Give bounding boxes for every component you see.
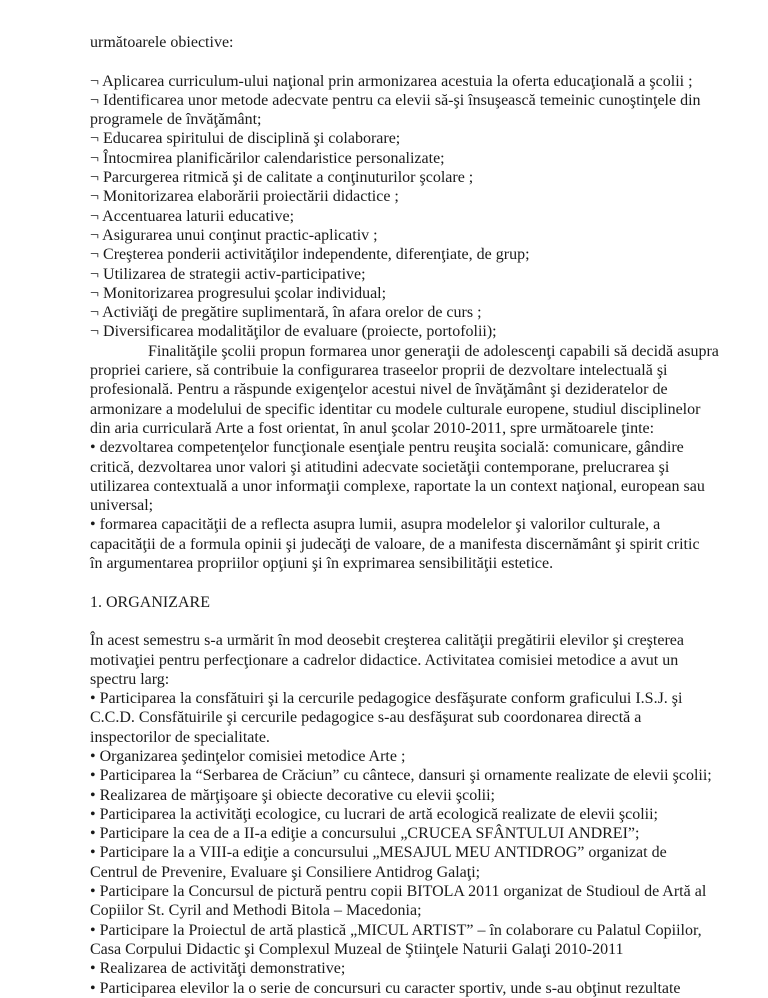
objective-item xyxy=(90,149,690,168)
list-item-line: în argumentarea propriilor opţiuni şi în exprimarea sensibilităţii estetice. xyxy=(90,555,554,573)
paragraph-line: armonizare a modelului de specific identitar cu modele culturale europene, studiul disciplinelor xyxy=(90,400,701,418)
list-item-line: ¬ Diversificarea modalităţilor de evaluare (proiecte, portofolii); xyxy=(90,323,497,341)
objective-item xyxy=(90,168,690,187)
list-item-line: • Participarea la consfătuiri şi la cercurile pedagogice desfăşurate conform graficului I.S.J. şi xyxy=(90,690,683,708)
list-item-line: ¬ Monitorizarea progresului şcolar individual; xyxy=(90,284,387,302)
list-item-line: ¬ Educarea spiritului de disciplină şi colaborare; xyxy=(90,130,401,148)
list-item-line: utilizarea contextuală a unor informaţii complexe, raportate la un context naţional, european sau xyxy=(90,477,705,495)
objectives-list xyxy=(90,72,701,342)
list-item-line: ¬ Aplicarea curriculum-ului naţional prin armonizarea acestuia la oferta educaţională a şcolii ; xyxy=(90,72,693,90)
paragraph-line: Finalităţile şcolii propun formarea unor generaţii de adolescenţi capabili să decidă asupra xyxy=(148,342,719,360)
activity-item xyxy=(90,824,690,843)
objective-item xyxy=(90,322,690,341)
list-item-line: • Participare la a VIII-a ediţie a concursului „MESAJUL MEU ANTIDROG” organizat de xyxy=(90,844,667,862)
list-item-line: • Participare la cea de a II-a ediţie a concursului „CRUCEA SFÂNTULUI ANDREI”; xyxy=(90,825,640,843)
activities-list xyxy=(90,689,712,998)
intro-text: următoarele obiective: xyxy=(90,34,234,51)
list-item-line: inspectorilor de specialitate. xyxy=(90,728,270,746)
list-item-line: ¬ Utilizarea de strategii activ-participative; xyxy=(90,265,366,283)
activity-item xyxy=(90,979,690,998)
list-item-line: universal; xyxy=(90,497,154,515)
list-item-line: ¬ Întocmirea planificărilor calendaristice personalizate; xyxy=(90,149,445,167)
blank-line xyxy=(90,573,690,592)
activity-item xyxy=(90,766,712,785)
list-item-line: Casa Corpului Didactic şi Complexul Muzeal de Ştiinţele Naturii Galaţi 2010-2011 xyxy=(90,940,624,958)
paragraph-line: În acest semestru s-a urmărit în mod deosebit creşterea calităţii pregătirii elevilor şi creşterea xyxy=(90,632,684,650)
list-item-line: • Participarea la activităţi ecologice, cu lucrari de artă ecologică realizate de elevii şcolii; xyxy=(90,805,658,823)
activity-item xyxy=(90,805,690,824)
activity-item xyxy=(90,747,690,766)
activity-item xyxy=(90,882,707,921)
list-item-line: programele de învăţământ; xyxy=(90,111,262,129)
activity-item xyxy=(90,921,702,960)
list-item-line: • Realizarea de activităţi demonstrative; xyxy=(90,960,346,978)
objective-item xyxy=(90,226,690,245)
objective-item xyxy=(90,91,701,130)
list-item-line: critică, dezvoltarea unor valori şi atitudini adecvate societăţii contemporane, prelucrarea şi xyxy=(90,458,670,476)
target-item xyxy=(90,515,700,573)
list-item-line: • Participare la Concursul de pictură pentru copii BITOLA 2011 organizat de Studioul de Artă al xyxy=(90,883,707,901)
objective-item xyxy=(90,284,690,303)
objective-item xyxy=(90,187,690,206)
organizare-paragraph xyxy=(90,631,690,689)
target-item xyxy=(90,438,705,515)
list-item-line: Centrul de Prevenire, Evaluare şi Consiliere Antidrog Galaţi; xyxy=(90,863,481,881)
list-item-line: • Organizarea şedinţelor comisiei metodice Arte ; xyxy=(90,747,406,765)
list-item-line: • Participarea elevilor la o serie de concursuri cu caracter sportiv, unde s-au obţinut rezultate xyxy=(90,979,681,997)
objective-item xyxy=(90,303,690,322)
targets-list xyxy=(90,438,705,573)
list-item-line: ¬ Accentuarea laturii educative; xyxy=(90,207,295,225)
document-page xyxy=(90,33,719,998)
list-item-line: ¬ Parcurgerea ritmică şi de calitate a conţinuturilor şcolare ; xyxy=(90,169,474,187)
list-item-line: • Participare la Proiectul de artă plastică „MICUL ARTIST” – în colaborare cu Palatul Copiilor, xyxy=(90,921,702,939)
paragraph-line: propriei cariere, să contribuie la configurarea traseelor proprii de dezvoltare intelectuală şi xyxy=(90,362,668,380)
objective-item xyxy=(90,207,690,226)
list-item-line: ¬ Asigurarea unui conţinut practic-aplicativ ; xyxy=(90,226,378,244)
list-item-line: Copiilor St. Cyril and Methodi Bitola – Macedonia; xyxy=(90,902,422,920)
objective-item xyxy=(90,245,690,264)
paragraph-line: spectru larg: xyxy=(90,670,170,688)
objective-item xyxy=(90,265,690,284)
finalitati-paragraph xyxy=(90,342,719,438)
list-item-line: C.C.D. Consfătuirile şi cercurile pedagogice s-au desfăşurat sub coordonarea directă a xyxy=(90,709,642,727)
objective-item xyxy=(90,72,693,91)
list-item-line: capacităţii de a formula opinii şi judecăţi de valoare, de a manifesta discernământ şi spirit critic xyxy=(90,535,700,553)
list-item-line: ¬ Creşterea ponderii activităţilor independente, diferenţiate, de grup; xyxy=(90,246,530,264)
list-item-line: • dezvoltarea competenţelor funcţionale esenţiale pentru reuşita socială: comunicare, gândire xyxy=(90,439,684,457)
activity-item xyxy=(90,959,690,978)
objective-item xyxy=(90,129,690,148)
paragraph-line: motivaţiei pentru perfecţionare a cadrelor didactice. Activitatea comisiei metodice a avut un xyxy=(90,651,679,669)
blank-line xyxy=(90,52,690,71)
activity-item xyxy=(90,843,690,882)
activity-item xyxy=(90,786,690,805)
paragraph-line: din aria curriculară Arte a fost orientat, în anul şcolar 2010-2011, spre următoarele ţinte: xyxy=(90,419,655,437)
list-item-line: ¬ Activiăţi de pregătire suplimentară, în afara orelor de curs ; xyxy=(90,304,482,322)
section-heading: 1. ORGANIZARE xyxy=(90,593,210,611)
blank-line xyxy=(90,612,690,631)
list-item-line: • Realizarea de mărţişoare şi obiecte decorative cu elevii şcolii; xyxy=(90,786,495,804)
paragraph-line: profesională. Pentru a răspunde exigenţelor acestui nivel de învăţământ şi dezideratelor de xyxy=(90,381,668,399)
activity-item xyxy=(90,689,690,747)
list-item-line: ¬ Identificarea unor metode adecvate pentru ca elevii să-şi însuşească temeinic cunoştinţele din xyxy=(90,91,701,109)
list-item-line: ¬ Monitorizarea elaborării proiectării didactice ; xyxy=(90,188,399,206)
list-item-line: • formarea capacităţii de a reflecta asupra lumii, asupra modelelor şi valorilor culturale, a xyxy=(90,516,661,534)
list-item-line: • Participarea la “Serbarea de Crăciun” cu cântece, dansuri şi ornamente realizate de elevii şcolii; xyxy=(90,767,712,785)
